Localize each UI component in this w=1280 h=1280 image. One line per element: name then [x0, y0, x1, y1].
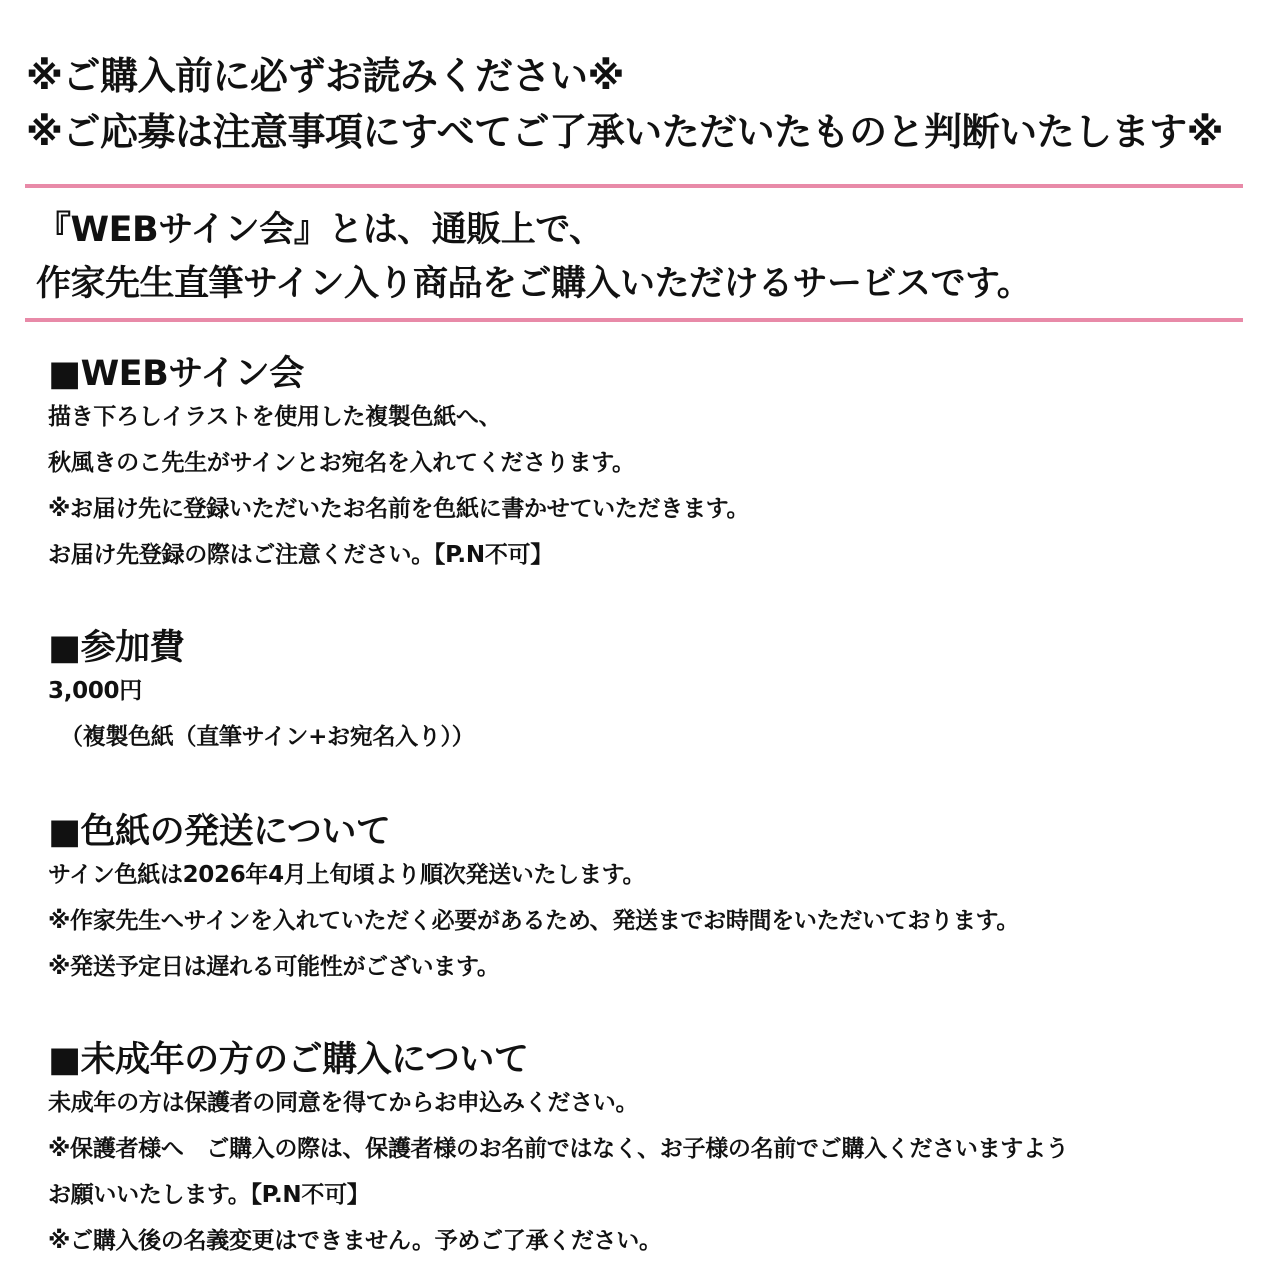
section-heading: ■未成年の方のご購入について: [48, 1040, 529, 1080]
section-shipping: [48, 812, 1248, 990]
price: 3,000円: [48, 678, 142, 704]
section-line: 描き下ろしイラストを使用した複製色紙へ、: [48, 404, 502, 430]
intro-line-2: 作家先生直筆サイン入り商品をご購入いただけるサービスです。: [36, 264, 1032, 304]
section-line: お願いいたします。【P.N不可】: [48, 1182, 370, 1208]
section-line: ※ご購入後の名義変更はできません。予めご了承ください。: [48, 1228, 662, 1254]
section-line: ※発送予定日は遅れる可能性がございます。: [48, 954, 500, 980]
price-note: （複製色紙（直筆サイン+お宛名入り））: [60, 724, 475, 750]
divider-bottom: [25, 318, 1243, 322]
section-heading: ■参加費: [48, 628, 185, 668]
notice-consent: ※ご応募は注意事項にすべてご了承いただいたものと判断いたします※: [26, 110, 1224, 154]
section-line: ※保護者様へ ご購入の際は、保護者様のお名前ではなく、お子様の名前でご購入くださいますよう: [48, 1136, 1069, 1162]
divider-top: [25, 184, 1243, 188]
section-fee: [48, 628, 1248, 760]
section-line: 未成年の方は保護者の同意を得てからお申込みください。: [48, 1090, 639, 1116]
section-line: お届け先登録の際はご注意ください。【P.N不可】: [48, 542, 553, 568]
section-heading: ■色紙の発送について: [48, 812, 391, 852]
section-line: サイン色紙は2026年4月上旬頃より順次発送いたします。: [48, 862, 646, 888]
section-heading: ■WEBサイン会: [48, 354, 304, 394]
section-minors: [48, 1040, 1248, 1264]
notice-read-before-purchase: ※ご購入前に必ずお読みください※: [26, 54, 624, 98]
section-line: ※お届け先に登録いただいたお名前を色紙に書かせていただきます。: [48, 496, 750, 522]
section-line: ※作家先生へサインを入れていただく必要があるため、発送までお時間をいただいております。: [48, 908, 1020, 934]
intro-line-1: 『WEBサイン会』とは、通販上で、: [36, 210, 604, 250]
section-line: 秋風きのこ先生がサインとお宛名を入れてくださります。: [48, 450, 635, 476]
section-web-signing: [48, 354, 1248, 578]
